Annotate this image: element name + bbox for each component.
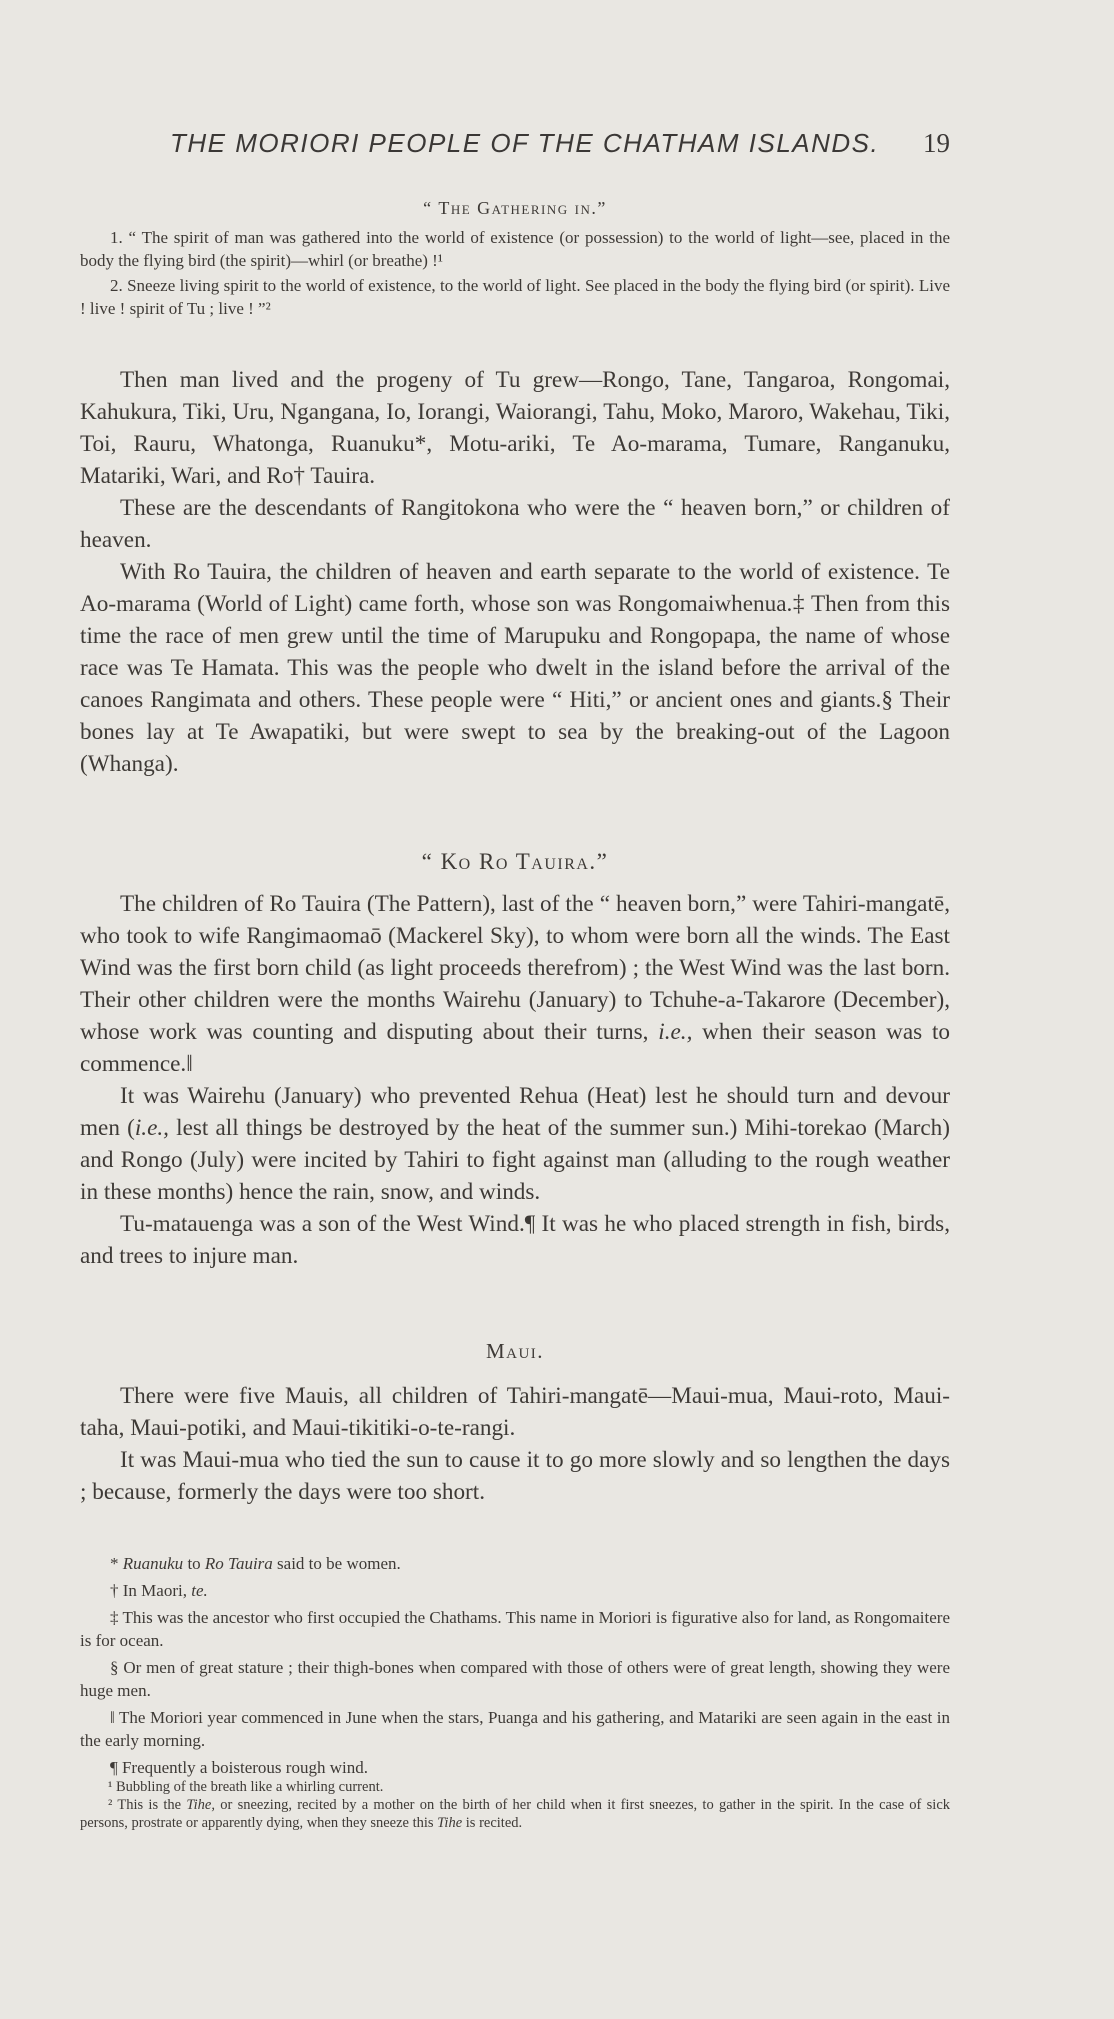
ro-tauira-paragraph-1-end: when their season was to commence.‖ — [80, 1019, 950, 1077]
ro-tauira-section — [80, 846, 950, 1272]
ro-tauira-paragraph-1-ie: i.e., — [658, 1019, 693, 1045]
body-paragraph-2: These are the descendants of Rangitokona who were the “ heaven born,” or children of heaven. — [80, 495, 950, 553]
gathering-verse-1: 1. “ The spirit of man was gathered into the world of existence (or possession) to the world of light—see, placed in the body the flying bird (the spirit)—whirl (or breathe) !¹ — [80, 228, 950, 270]
endnote-2-text-b: or sneezing, recited by a mother on the birth of her child when it first sneezes, to gather in the spirit. In the case of sick persons, prostrate or apparently dying, when they sneeze this — [80, 1797, 951, 1831]
footnote-asterisk-mid: to — [187, 1554, 201, 1573]
body-paragraph-1: Then man lived and the progeny of Tu grew—Rongo, Tane, Tangaroa, Rongomai, Kahukura, Tiki, Uru, Ngangana, Io, Iorangi, Waiorangi, Tahu, Moko, Maroro, Wakehau, Tiki, Toi, Rauru, Whatonga, Ruanuku*, Motu-ariki, Te Ao-marama, Tumare, Ranganuku, Matariki, Wari, and Ro† Tauira. — [80, 367, 950, 489]
footnote-asterisk-end: said to be women. — [277, 1554, 401, 1573]
gathering-section — [80, 196, 950, 320]
gathering-heading: “ The Gathering in.” — [423, 198, 607, 218]
endnote-2-term-1: Tihe, — [186, 1797, 215, 1813]
footnote-pilcrow: ¶ Frequently a boisterous rough wind. — [110, 1758, 368, 1777]
ro-tauira-paragraph-2 — [80, 1080, 950, 1208]
footnote-parallel: ‖ The Moriori year commenced in June when the stars, Puanga and his gathering, and Matariki are seen again in the east in the early morning. — [80, 1708, 950, 1750]
body-section — [80, 364, 950, 780]
ro-tauira-paragraph-1-text: The children of Ro Tauira (The Pattern), last of the “ heaven born,” were Tahiri-mangatē, who took to wife Rangimaomaō (Mackerel Sky), to whom were born all the winds. The East Wind was the first born child (as light proceeds therefrom) ; the West Wind was the last born. Their other children were the months Wairehu (January) to Tchuhe-a-Takarore (December), whose work was counting and disputing about their turns, — [80, 891, 950, 1045]
ro-tauira-paragraph-2-ie: i.e., — [134, 1115, 169, 1141]
footnote-double-dagger: ‡ This was the ancestor who first occupied the Chathams. This name in Moriori is figurative also for land, as Rongomaitere is for ocean. — [80, 1608, 950, 1650]
footnote-section: § Or men of great stature ; their thigh-bones when compared with those of others were of great length, showing they were huge men. — [80, 1658, 950, 1700]
ro-tauira-paragraph-3: Tu-matauenga was a son of the West Wind.¶ It was he who placed strength in fish, birds, and trees to injure man. — [80, 1211, 950, 1269]
running-title: THE MORIORI PEOPLE OF THE CHATHAM ISLANDS. — [170, 128, 880, 158]
endnotes — [80, 1778, 950, 1832]
footnote-dagger-text: † In Maori, — [110, 1581, 187, 1600]
footnote-asterisk — [80, 1552, 950, 1575]
endnote-1: ¹ Bubbling of the breath like a whirling current. — [108, 1779, 384, 1795]
maui-paragraph-2: It was Maui-mua who tied the sun to cause it to go more slowly and so lengthen the days ; because, formerly the days were too short. — [80, 1447, 950, 1505]
maui-heading: Maui. — [485, 1339, 545, 1363]
endnote-2-text-a: ² This is the — [108, 1797, 182, 1813]
footnote-dagger — [80, 1579, 950, 1602]
footnote-asterisk-term-1: Ruanuku — [122, 1554, 184, 1573]
gathering-verse-2: 2. Sneeze living spirit to the world of existence, to the world of light. See placed in the body the flying bird (or spirit). Live ! live ! spirit of Tu ; live ! ”² — [80, 276, 950, 318]
footnote-asterisk-term-2: Ro Tauira — [204, 1554, 273, 1573]
maui-paragraph-1: There were five Mauis, all children of Tahiri-mangatē—Maui-mua, Maui-roto, Maui-taha, Maui-potiki, and Maui-tikitiki-o-te-rangi. — [80, 1383, 950, 1441]
endnote-2-term-2: Tihe — [437, 1815, 463, 1831]
endnote-2-text-c: is recited. — [465, 1815, 523, 1831]
endnote-2 — [80, 1796, 950, 1832]
body-paragraph-3: With Ro Tauira, the children of heaven and earth separate to the world of existence. Te Ao-marama (World of Light) came forth, whose son was Rongomaiwhenua.‡ Then from this time the race of men grew until the time of Marupuku and Rongopapa, the name of whose race was Te Hamata. This was the people who dwelt in the island before the arrival of the canoes Rangimata and others. These people were “ Hiti,” or ancient ones and giants.§ Their bones lay at Te Awapatiki, but were swept to sea by the breaking-out of the Lagoon (Whanga). — [80, 559, 950, 777]
page-number: 19 — [923, 128, 950, 158]
page-header — [170, 128, 950, 168]
footnotes — [80, 1552, 950, 1779]
ro-tauira-paragraph-2-end: lest all things be destroyed by the heat of the summer sun.) Mihi-torekao (March) and Rongo (July) were incited by Tahiri to fight against man (alluding to the rough weather in these months) hence the rain, snow, and winds. — [80, 1115, 951, 1205]
footnote-dagger-term: te. — [191, 1581, 208, 1600]
ro-tauira-paragraph-2-text: It was Wairehu (January) who prevented Rehua (Heat) lest he should turn and devour men ( — [80, 1083, 950, 1141]
ro-tauira-paragraph-1 — [80, 888, 950, 1080]
ro-tauira-heading: “ Ko Ro Tauira.” — [421, 849, 609, 874]
maui-section — [80, 1336, 950, 1508]
footnote-asterisk-mark: * — [110, 1554, 119, 1573]
